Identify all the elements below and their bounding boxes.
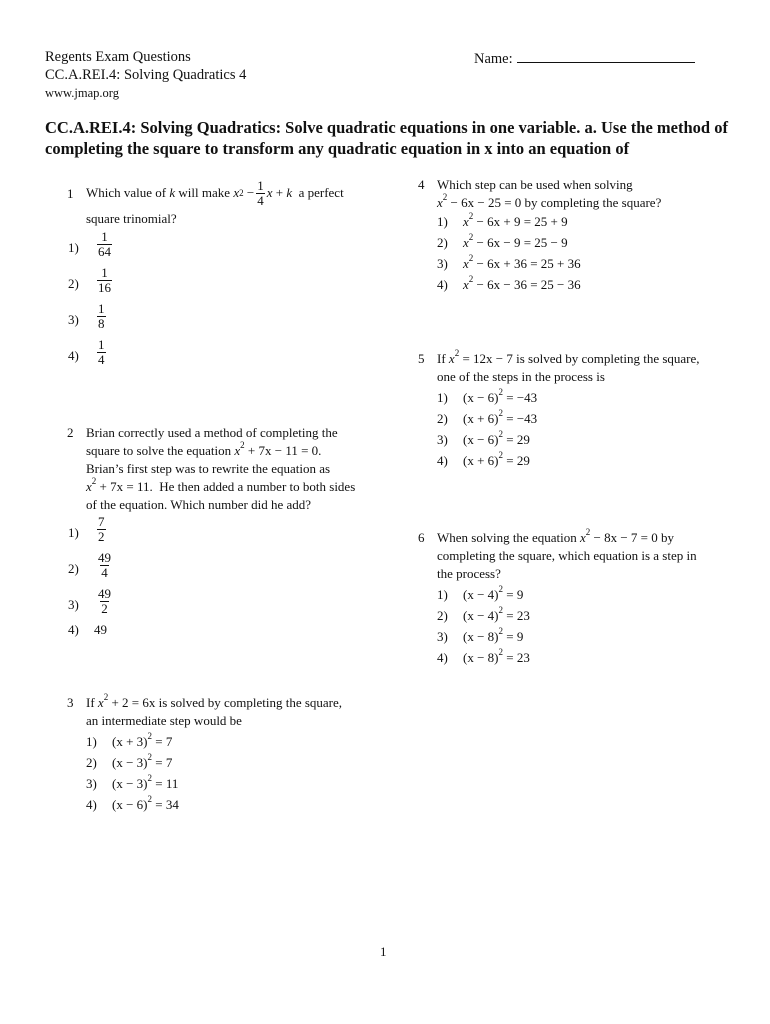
page-title: CC.A.REI.4: Solving Quadratics: Solve quadratic equations in one variable. a. Use the method of completing the square to transform any quadratic equation in x into an equation of xyxy=(45,118,728,158)
question-4: 4 Which step can be used when solving $x^2 - 6x - 25 = 0$ by completing the square? 1) $x^2 - 6x + 9 = 25 + 9$ 2) $x^2 - 6x - 9 = 25 - 9$ 3) $x^2 - 6x + 36 = 25 + 36$ 4) $x^2 - 6x - 36 = 25 - 36$ xyxy=(418,176,738,296)
q3-equation: + 2 = 6x xyxy=(111,695,156,710)
question-2: 2 Brian correctly used a method of completing the square to solve the equation $x^2 + 7x - 11 = 0$. Brian’s first step was to rewrite the equation as $x^2 + 7x = 11$. He then added a number to both sides of the equation. Which number did he add? 1) $\frac{7}{2}$ 2) $\frac{49}{4}$ 3) $\frac{49}{2}$ 4) 49 xyxy=(67,424,387,644)
q2-rewritten-equation: + 7x = 11. xyxy=(99,479,153,494)
numerator: 1 xyxy=(101,229,108,244)
answer-option[interactable] xyxy=(68,621,107,642)
question-number: 3 xyxy=(67,695,74,710)
option-rhs: = 11 xyxy=(155,776,179,791)
question-number: 6 xyxy=(418,530,425,545)
question-number: 2 xyxy=(67,425,74,440)
option-rhs: = −43 xyxy=(506,411,538,426)
option-rhs: = 9 xyxy=(506,587,524,602)
denominator: 16 xyxy=(98,280,111,295)
exponent: 2 xyxy=(147,731,152,741)
q5-equation: = 12x − 7 xyxy=(462,351,513,366)
answer-option[interactable] xyxy=(437,586,697,607)
answer-option[interactable]: 1) $x^2 - 6x + 9 = 25 + 9$ xyxy=(437,211,568,229)
option-base: (x − 8) xyxy=(463,629,499,644)
name-line[interactable] xyxy=(517,48,695,63)
option-base: (x + 6) xyxy=(463,411,499,426)
exponent: 2 xyxy=(240,440,245,450)
answer-option[interactable] xyxy=(86,733,342,754)
exponent: 2 xyxy=(498,647,503,657)
question-6: 6 When solving the equation $x^2 - 8x - 7 = 0$ by completing the square, which equation is a step in the process? 1) $(x - 4)^2 = 9$ 2) $(x - 4)^2 = 23$ 3) $(x - 8)^2 = 9$ 4) $(x - 8)^2 = 23$ xyxy=(418,529,738,679)
numerator: 7 xyxy=(98,514,105,529)
option-rhs: = 23 xyxy=(506,608,530,623)
option-equation: − 6x − 36 = 25 − 36 xyxy=(476,277,581,292)
question-number: 5 xyxy=(418,351,425,366)
page-number: 1 xyxy=(380,944,387,959)
question-3: 3 If $x^2 + 2 = 6x$ is solved by completing the square, an intermediate step would be 1) $(x + 3)^2 = 7$ 2) $(x - 3)^2 = 7$ 3) $(x - 3)^2 = 11$ 4) $(x - 6)^2 = 34$ xyxy=(67,694,387,824)
q1-var-k: k xyxy=(169,185,176,200)
answer-option[interactable] xyxy=(437,607,697,628)
answer-option[interactable] xyxy=(437,649,697,670)
option-base: (x + 3) xyxy=(112,734,148,749)
q4-line1: Which step can be used when solving xyxy=(437,177,633,192)
option-number: 3) xyxy=(437,432,448,447)
option-number: 2) xyxy=(68,561,79,576)
answer-option[interactable] xyxy=(437,628,697,649)
numerator: 1 xyxy=(98,337,105,352)
option-rhs: = 9 xyxy=(506,629,524,644)
q6-line3: the process? xyxy=(437,566,501,581)
q6-equation: − 8x − 7 = 0 xyxy=(593,530,658,545)
numerator: 49 xyxy=(98,550,111,565)
option-equation: − 6x − 9 = 25 − 9 xyxy=(476,235,568,250)
option-number: 1) xyxy=(437,587,448,602)
answer-option[interactable] xyxy=(86,754,342,775)
option-base: (x + 6) xyxy=(463,453,499,468)
q2-line5: of the equation. Which number did he add? xyxy=(86,497,312,512)
q3-if: If xyxy=(86,695,95,710)
option-number: 4) xyxy=(437,277,448,292)
q2-line4: He then added a number to both sides xyxy=(159,479,356,494)
numerator: 49 xyxy=(98,586,111,601)
q1-text-c: a perfect xyxy=(298,185,344,200)
header-topic: CC.A.REI.4: Solving Quadratics 4 xyxy=(45,67,247,83)
option-number: 4) xyxy=(437,453,448,468)
q4-line2: by completing the square? xyxy=(524,195,662,210)
q6-line1: When solving the equation xyxy=(437,530,577,545)
option-number: 1) xyxy=(68,240,79,255)
exponent: 2 xyxy=(498,408,503,418)
option-equation: − 6x + 36 = 25 + 36 xyxy=(476,256,581,271)
option-rhs: = 29 xyxy=(506,453,530,468)
answer-option[interactable] xyxy=(437,452,700,473)
q1-text: Which value of xyxy=(86,185,167,200)
numerator: 1 xyxy=(98,301,105,316)
option-rhs: = −43 xyxy=(506,390,538,405)
denominator: 64 xyxy=(98,244,111,259)
option-base: (x − 6) xyxy=(463,390,499,405)
denominator: 8 xyxy=(98,316,105,331)
option-number: 1) xyxy=(437,390,448,405)
option-number: 2) xyxy=(437,235,448,250)
option-number: 1) xyxy=(86,734,97,749)
answer-option[interactable] xyxy=(68,515,107,551)
numerator: 1 xyxy=(257,177,264,193)
q3-options xyxy=(86,733,342,817)
answer-option[interactable] xyxy=(86,775,342,796)
exponent: 2 xyxy=(454,348,460,358)
answer-option[interactable]: 3) $x^2 - 6x + 36 = 25 + 36$ xyxy=(437,253,581,271)
option-rhs: = 23 xyxy=(506,650,530,665)
q6-by: by xyxy=(661,530,674,545)
q2-line2: square to solve the equation xyxy=(86,443,232,458)
exponent: 2 xyxy=(468,211,474,221)
denominator: 4 xyxy=(101,565,108,580)
q1-text-b: will make xyxy=(178,185,231,200)
exponent: 2 xyxy=(442,192,448,202)
option-number: 3) xyxy=(68,312,79,327)
answer-option[interactable] xyxy=(68,550,111,587)
option-number: 4) xyxy=(86,797,97,812)
exponent: 2 xyxy=(498,605,503,615)
option-number: 2) xyxy=(86,755,97,770)
exponent: 2 xyxy=(498,387,503,397)
option-rhs: = 29 xyxy=(506,432,530,447)
exponent: 2 xyxy=(498,429,503,439)
option-base: (x − 3) xyxy=(112,776,148,791)
question-5: 5 If $x^2 = 12x - 7$ is solved by completing the square, one of the steps in the process is 1) $(x - 6)^2 = -43$ 2) $(x + 6)^2 = -43$ 3) $(x - 6)^2 = 29$ 4) $(x + 6)^2 = 29$ xyxy=(418,350,738,480)
answer-option[interactable] xyxy=(86,796,342,817)
answer-option[interactable]: 4) $x^2 - 6x - 36 = 25 - 36$ xyxy=(437,274,581,292)
exponent: 2 xyxy=(103,692,109,702)
q4-options xyxy=(437,213,661,297)
q2-equation: + 7x − 11 = 0. xyxy=(247,443,322,458)
option-number: 3) xyxy=(437,629,448,644)
exponent: 2 xyxy=(468,232,474,242)
q6-line2: completing the square, which equation is a step in xyxy=(437,548,697,563)
option-number: 3) xyxy=(86,776,97,791)
option-base: (x − 4) xyxy=(463,587,499,602)
option-rhs: = 7 xyxy=(155,755,173,770)
exponent: 2 xyxy=(91,476,97,486)
option-value: 49 xyxy=(94,622,107,637)
name-field[interactable] xyxy=(474,48,695,68)
option-number: 1) xyxy=(68,525,79,540)
exponent: 2 xyxy=(147,752,152,762)
answer-option[interactable]: 2) $x^2 - 6x - 9 = 25 - 9$ xyxy=(437,232,568,250)
option-base: (x − 6) xyxy=(112,797,148,812)
exponent: 2 xyxy=(498,626,503,636)
q2-line1: Brian correctly used a method of completing the xyxy=(86,425,338,440)
option-number: 4) xyxy=(437,650,448,665)
option-number: 3) xyxy=(437,256,448,271)
exponent: 2 xyxy=(468,274,474,284)
exponent: 2 xyxy=(468,253,474,263)
option-number: 4) xyxy=(68,348,79,363)
question-number: 4 xyxy=(418,177,425,192)
option-number: 2) xyxy=(437,608,448,623)
answer-option[interactable] xyxy=(437,431,700,452)
option-base: (x − 6) xyxy=(463,432,499,447)
exponent: 2 xyxy=(498,584,503,594)
q1-text-d: square trinomial? xyxy=(86,211,177,226)
q5-if: If xyxy=(437,351,446,366)
option-base: (x − 3) xyxy=(112,755,148,770)
option-base: (x − 8) xyxy=(463,650,499,665)
q5-options xyxy=(437,389,700,473)
option-number: 2) xyxy=(437,411,448,426)
option-equation: − 6x + 9 = 25 + 9 xyxy=(476,214,568,229)
answer-option[interactable] xyxy=(68,586,111,623)
option-number: 3) xyxy=(68,597,79,612)
q3-line2: an intermediate step would be xyxy=(86,713,242,728)
header-website: www.jmap.org xyxy=(45,86,119,100)
q1-fraction xyxy=(256,179,265,208)
option-number: 2) xyxy=(68,276,79,291)
exponent: 2 xyxy=(147,794,152,804)
option-number: 4) xyxy=(68,622,79,637)
option-number: 1) xyxy=(437,214,448,229)
exponent: 2 xyxy=(585,527,591,537)
header-left xyxy=(45,48,246,102)
numerator: 1 xyxy=(101,265,108,280)
answer-option[interactable] xyxy=(437,410,700,431)
option-rhs: = 34 xyxy=(155,797,179,812)
q5-line1: is solved by completing the square, xyxy=(516,351,700,366)
exponent: 2 xyxy=(498,450,503,460)
denominator: 2 xyxy=(101,601,108,616)
q2-line3: Brian’s first step was to rewrite the equation as xyxy=(86,461,331,476)
question-number: 1 xyxy=(67,186,74,201)
denominator: 2 xyxy=(98,529,105,544)
q3-line1: is solved by completing the square, xyxy=(158,695,343,710)
answer-option[interactable] xyxy=(437,389,700,410)
denominator: 4 xyxy=(257,192,264,208)
option-rhs: = 7 xyxy=(155,734,173,749)
q4-equation: − 6x − 25 = 0 xyxy=(450,195,522,210)
denominator: 4 xyxy=(98,352,105,367)
option-base: (x − 4) xyxy=(463,608,499,623)
question-1: 1 Which value of k will make x 2 − $\frac{1}{4}$ x + k a perfect square trinomial? 1) $\frac{1}{64}$ 2) $\frac{1}{16}$ 3) $\frac{1}{8}$ 4) $\frac{1}{4}$ xyxy=(67,177,344,367)
exponent: 2 xyxy=(147,773,152,783)
q2-options xyxy=(68,514,111,642)
header-course: Regents Exam Questions xyxy=(45,49,191,65)
q5-line2: one of the steps in the process is xyxy=(437,369,605,384)
name-label: Name: xyxy=(474,51,513,67)
q6-options xyxy=(437,586,697,670)
